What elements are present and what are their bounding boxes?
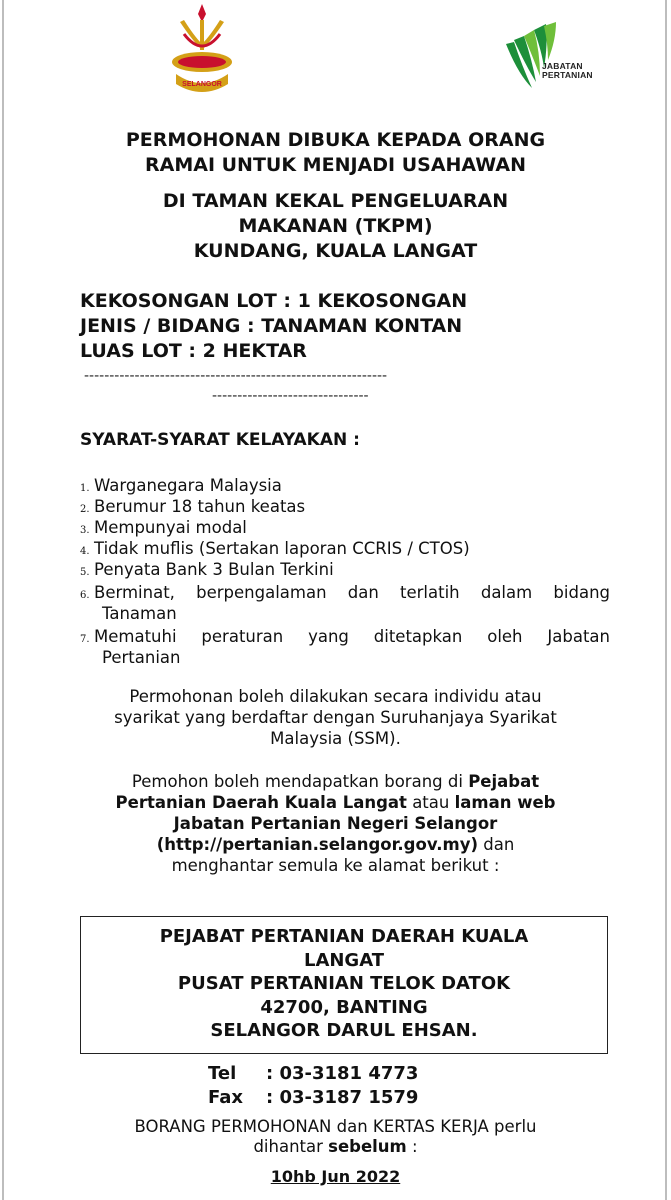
paragraph-form-line-1: Pemohon boleh mendapatkan borang di Pejabat <box>131 772 540 791</box>
list-item <box>80 517 610 538</box>
heading-line-5: KUNDANG, KUALA LANGAT <box>193 240 478 262</box>
heading-line-2: RAMAI UNTUK MENJADI USAHAWAN <box>145 154 526 176</box>
deadline-date: 10hb Jun 2022 <box>270 1167 401 1186</box>
list-number: 3. <box>80 525 90 536</box>
lot-area: LUAS LOT : 2 HEKTAR <box>80 340 307 362</box>
selangor-crest-icon <box>162 0 242 100</box>
paragraph-individual-line-2: syarikat yang berdaftar dengan Suruhanjaya Syarikat <box>114 708 557 727</box>
divider-line-1: ------------------------------------------------------------ <box>84 368 388 384</box>
list-number: 2. <box>80 504 90 515</box>
heading-line-3: DI TAMAN KEKAL PENGELUARAN <box>162 190 509 212</box>
footer-line-2: dihantar sebelum : <box>253 1137 418 1156</box>
paragraph-individual-line-1: Permohonan boleh dilakukan secara individu atau <box>129 687 542 706</box>
list-text: Warganegara Malaysia <box>94 476 282 495</box>
list-text: Tidak muflis (Sertakan laporan CCRIS / CTOS) <box>94 539 470 558</box>
list-number: 7. <box>80 634 90 645</box>
list-text: Mematuhi peraturan yang ditetapkan oleh Jabatan <box>94 627 610 646</box>
paragraph-form-line-5: menghantar semula ke alamat berikut : <box>171 856 500 875</box>
list-number: 5. <box>80 567 90 578</box>
list-item <box>80 582 610 624</box>
lot-vacancy: KEKOSONGAN LOT : 1 KEKOSONGAN <box>80 290 468 312</box>
fax-number: : 03-3187 1579 <box>266 1087 419 1108</box>
eligibility-title: SYARAT-SYARAT KELAYAKAN : <box>80 430 360 450</box>
crest-caption: SELANGOR <box>182 81 222 88</box>
list-text-continued: Tanaman <box>102 604 177 623</box>
list-item <box>80 559 610 580</box>
lot-type: JENIS / BIDANG : TANAMAN KONTAN <box>80 315 463 337</box>
jabatan-pertanian-logo-icon <box>500 22 610 94</box>
list-text: Berminat, berpengalaman dan terlatih dalam bidang <box>94 583 610 602</box>
phone-number: : 03-3181 4773 <box>266 1063 419 1084</box>
address-line: 42700, BANTING <box>260 996 428 1018</box>
paragraph-individual-line-3: Malaysia (SSM). <box>270 729 401 748</box>
list-item <box>80 626 610 668</box>
list-item <box>80 538 610 559</box>
website-link[interactable]: (http://pertanian.selangor.gov.my) <box>156 835 478 854</box>
fax-line: Fax : 03-3187 1579 <box>208 1087 419 1108</box>
footer-line-1: BORANG PERMOHONAN dan KERTAS KERJA perlu <box>134 1117 537 1136</box>
address-box <box>80 916 608 1054</box>
address-line: PEJABAT PERTANIAN DAERAH KUALA <box>159 926 529 947</box>
address-line: SELANGOR DARUL EHSAN. <box>210 1020 478 1041</box>
paragraph-form-line-2: Pertanian Daerah Kuala Langat atau laman web <box>115 793 556 812</box>
paragraph-form-line-4: (http://pertanian.selangor.gov.my) dan <box>156 835 515 854</box>
list-text: Berumur 18 tahun keatas <box>94 497 306 516</box>
heading-line-4: MAKANAN (TKPM) <box>238 215 433 237</box>
list-text-continued: Pertanian <box>102 648 181 667</box>
divider-line-2: ------------------------------- <box>212 388 369 404</box>
address-line: LANGAT <box>303 949 385 971</box>
phone-line: Tel : 03-3181 4773 <box>208 1063 419 1084</box>
eligibility-list <box>80 475 610 668</box>
list-text: Penyata Bank 3 Bulan Terkini <box>94 560 334 579</box>
list-number: 6. <box>80 590 90 601</box>
logo-text-line1: JABATAN <box>542 61 583 71</box>
list-number: 4. <box>80 546 90 557</box>
list-item <box>80 496 610 517</box>
list-text: Mempunyai modal <box>94 518 247 537</box>
address-line: PUSAT PERTANIAN TELOK DATOK <box>177 973 511 994</box>
list-item <box>80 475 610 496</box>
heading-line-1: PERMOHONAN DIBUKA KEPADA ORANG <box>125 129 546 151</box>
logo-text-line2: PERTANIAN <box>542 70 593 80</box>
paragraph-form-line-3: Jabatan Pertanian Negeri Selangor <box>173 814 498 833</box>
list-number: 1. <box>80 483 90 494</box>
